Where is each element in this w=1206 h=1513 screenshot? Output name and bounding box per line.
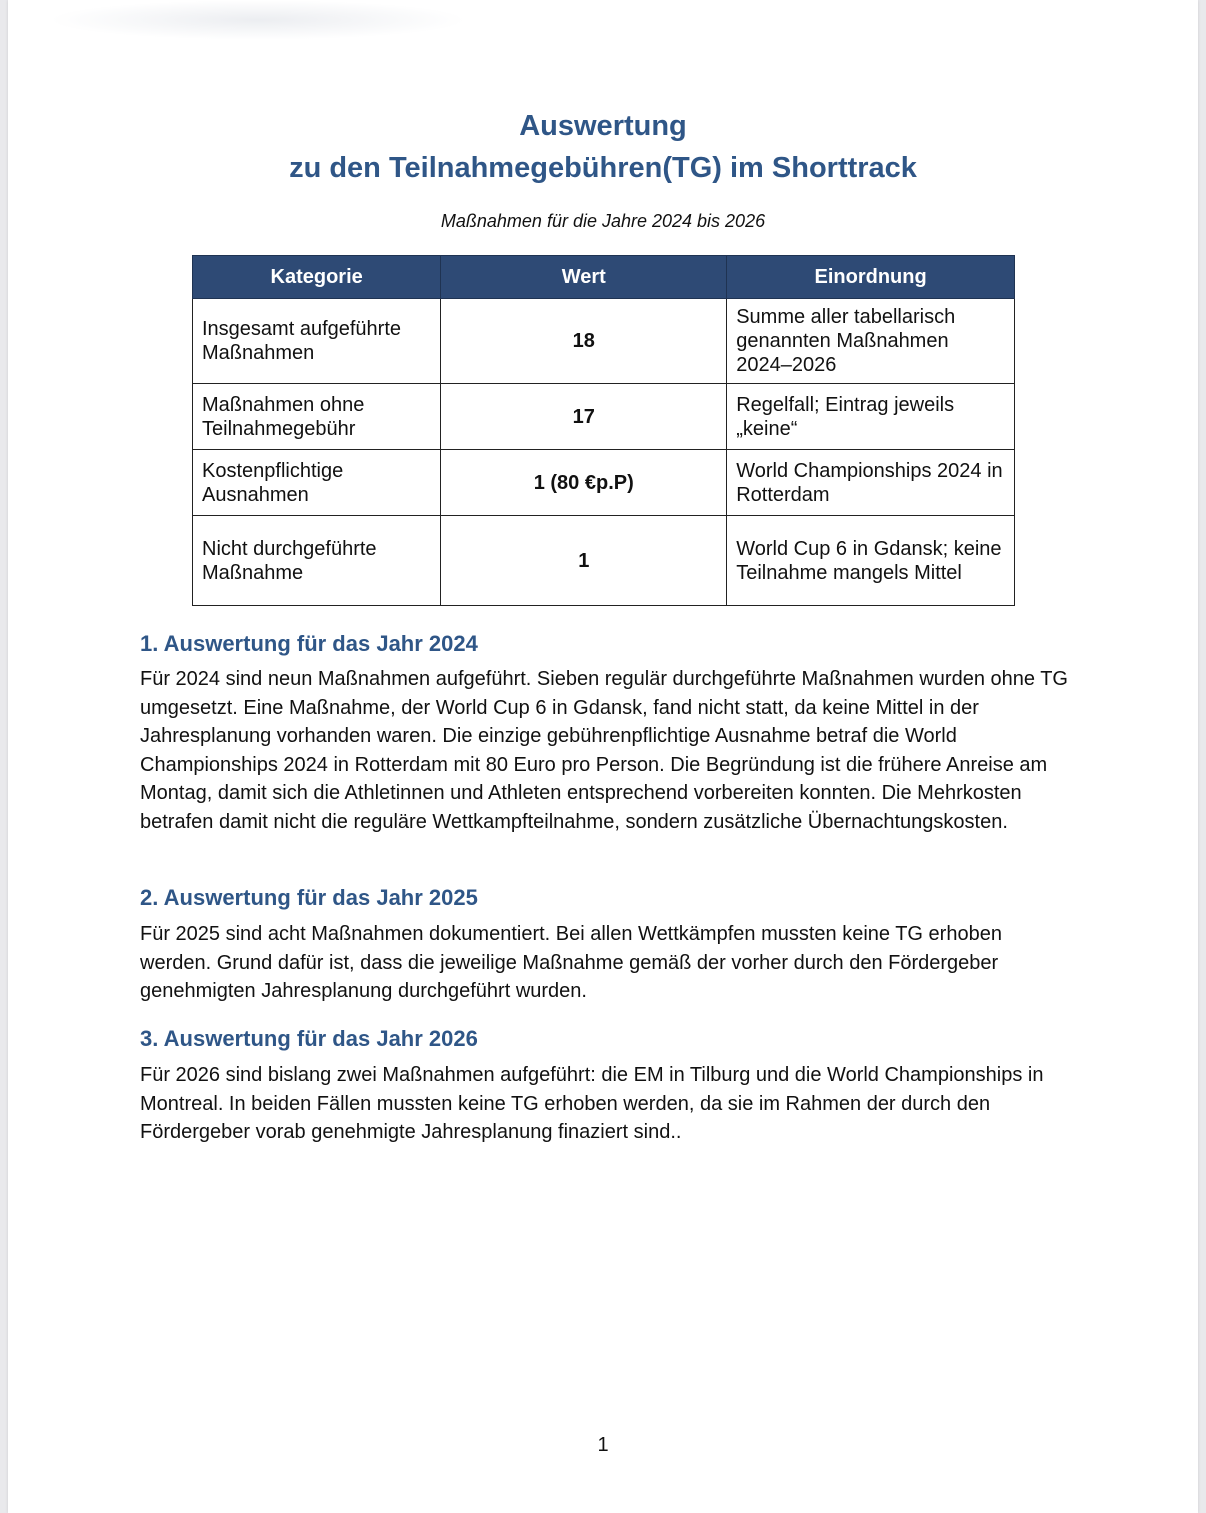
cell-einordnung: Regelfall; Eintrag jeweils „keine“ bbox=[727, 384, 1015, 450]
cell-kategorie: Maßnahmen ohne Teilnahmegebühr bbox=[193, 384, 441, 450]
section-heading-2024: 1. Auswertung für das Jahr 2024 bbox=[140, 631, 478, 656]
cell-wert: 17 bbox=[441, 384, 727, 450]
section-heading-2025: 2. Auswertung für das Jahr 2025 bbox=[140, 885, 478, 910]
table-row bbox=[193, 384, 1015, 450]
section-heading-2026: 3. Auswertung für das Jahr 2026 bbox=[140, 1026, 478, 1051]
column-header-wert: Wert bbox=[441, 256, 727, 299]
cell-wert: 18 bbox=[441, 299, 727, 384]
table-row bbox=[193, 299, 1015, 384]
cell-wert: 1 (80 €p.P) bbox=[441, 450, 727, 516]
column-header-kategorie: Kategorie bbox=[193, 256, 441, 299]
cell-wert: 1 bbox=[441, 516, 727, 606]
section-text-2024: Für 2024 sind neun Maßnahmen aufgeführt. Sieben regulär durchgeführte Maßnahmen wurden ohne TG umgesetzt. Eine Maßnahme, der World Cup 6 in Gdansk, fand nicht statt, da keine Mittel in der Jahresplanung vorhanden waren. Die einzige gebührenpflichtige Ausnahme betraf die World Championships 2024 in Rotterdam mit 80 Euro pro Person. Die Begründung ist die frühere Anreise am Montag, damit sich die Athletinnen und Athleten entsprechend vorbereiten konnten. Die Mehrkosten betrafen damit nicht die reguläre Wettkampfteilnahme, sondern zusätzliche Übernachtungskosten. bbox=[140, 668, 1068, 833]
page-number: 1 bbox=[597, 1434, 609, 1456]
cell-kategorie: Kostenpflichtige Ausnahmen bbox=[193, 450, 441, 516]
section-text-2025: Für 2025 sind acht Maßnahmen dokumentiert. Bei allen Wettkämpfen mussten keine TG erhoben werden. Grund dafür ist, dass die jeweilige Maßnahme gemäß der vorher durch den Fördergeber genehmigten Jahresplanung durchgeführt wurden. bbox=[140, 923, 1002, 1002]
table-row bbox=[193, 516, 1015, 606]
table-row bbox=[193, 450, 1015, 516]
cell-kategorie: Nicht durchgeführte Maßnahme bbox=[193, 516, 441, 606]
document-subtitle: Maßnahmen für die Jahre 2024 bis 2026 bbox=[440, 211, 766, 231]
cell-einordnung: World Championships 2024 in Rotterdam bbox=[727, 450, 1015, 516]
table-header-row bbox=[193, 256, 1015, 299]
column-header-einordnung: Einordnung bbox=[727, 256, 1015, 299]
cell-einordnung: World Cup 6 in Gdansk; keine Teilnahme mangels Mittel bbox=[727, 516, 1015, 606]
document-title: Auswertung bbox=[519, 110, 687, 142]
summary-table bbox=[192, 255, 1015, 606]
scan-shadow bbox=[48, 0, 468, 40]
cell-kategorie: Insgesamt aufgeführte Maßnahmen bbox=[193, 299, 441, 384]
document-title-line2: zu den Teilnahmegebühren(TG) im Shorttrack bbox=[289, 152, 917, 184]
cell-einordnung: Summe aller tabellarisch genannten Maßnahmen 2024–2026 bbox=[727, 299, 1015, 384]
section-text-2026: Für 2026 sind bislang zwei Maßnahmen aufgeführt: die EM in Tilburg und die World Championships in Montreal. In beiden Fällen mussten keine TG erhoben werden, da sie im Rahmen der durch den Fördergeber vorab genehmigte Jahresplanung finaziert sind.. bbox=[140, 1064, 1044, 1143]
